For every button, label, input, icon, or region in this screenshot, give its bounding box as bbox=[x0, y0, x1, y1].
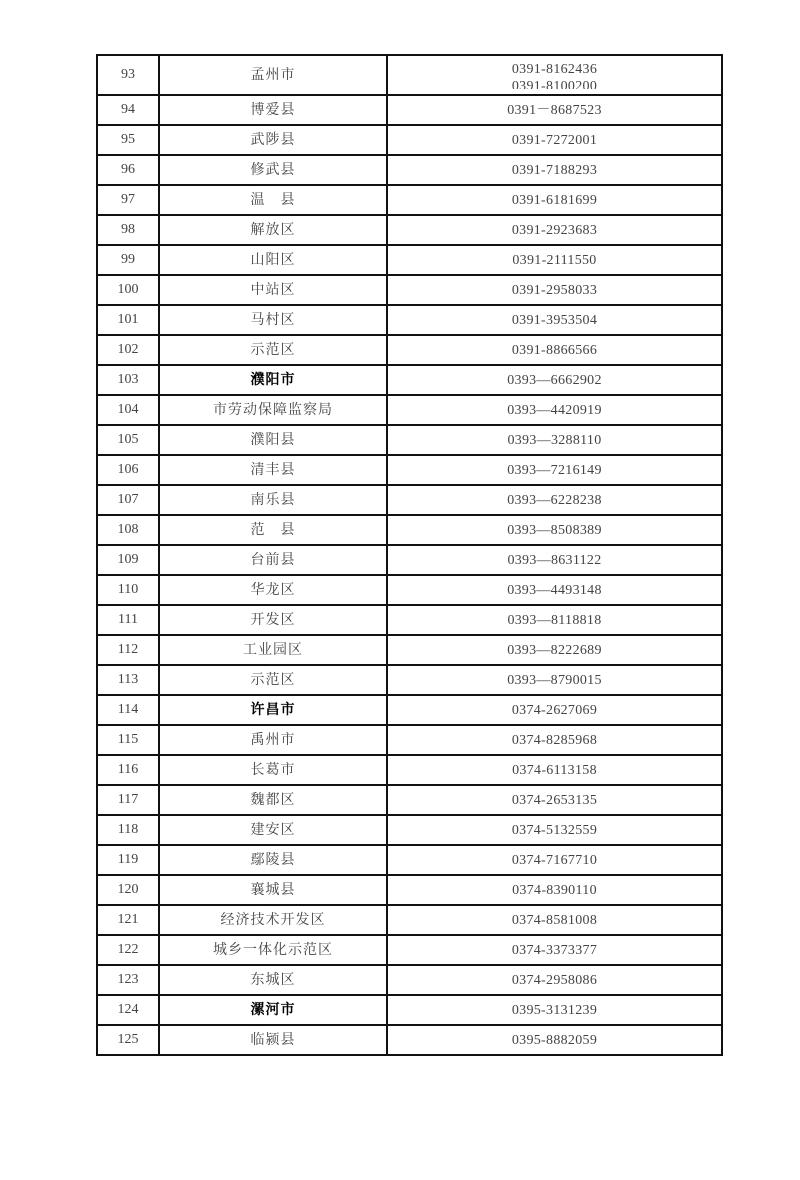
phone-number: 0393—6662902 bbox=[507, 372, 602, 388]
table-row bbox=[97, 965, 722, 995]
phone-cell bbox=[387, 455, 722, 485]
table-row bbox=[97, 695, 722, 725]
table-row bbox=[97, 455, 722, 485]
phone-number: 0374-2653135 bbox=[511, 792, 598, 808]
district-name: 解放区 bbox=[159, 215, 387, 245]
phone-cell bbox=[387, 485, 722, 515]
phone-number: 0391-2923683 bbox=[511, 222, 598, 238]
phone-number: 0374-7167710 bbox=[511, 852, 598, 868]
row-index: 115 bbox=[97, 725, 159, 755]
row-index: 109 bbox=[97, 545, 159, 575]
row-index: 106 bbox=[97, 455, 159, 485]
row-index: 112 bbox=[97, 635, 159, 665]
phone-cell bbox=[387, 725, 722, 755]
district-name: 马村区 bbox=[159, 305, 387, 335]
table-row bbox=[97, 605, 722, 635]
phone-number: 0393—8790015 bbox=[507, 672, 602, 688]
phone-cell bbox=[387, 815, 722, 845]
table-row bbox=[97, 245, 722, 275]
table-row bbox=[97, 935, 722, 965]
phone-number: 0374-2958086 bbox=[511, 972, 598, 988]
table-row bbox=[97, 55, 722, 95]
phone-cell bbox=[387, 365, 722, 395]
row-index: 95 bbox=[97, 125, 159, 155]
phone-number: 0391－8687523 bbox=[507, 102, 602, 118]
phone-cell bbox=[387, 665, 722, 695]
phone-cell bbox=[387, 905, 722, 935]
phone-cell bbox=[387, 305, 722, 335]
phone-cell bbox=[387, 245, 722, 275]
row-index: 94 bbox=[97, 95, 159, 125]
row-index: 116 bbox=[97, 755, 159, 785]
table-row bbox=[97, 305, 722, 335]
phone-number: 0391-2958033 bbox=[511, 282, 598, 298]
district-name: 示范区 bbox=[159, 665, 387, 695]
phone-number: 0391-6181699 bbox=[511, 192, 598, 208]
contact-table-body bbox=[97, 55, 722, 1055]
row-index: 102 bbox=[97, 335, 159, 365]
phone-number: 0374-2627069 bbox=[511, 702, 598, 718]
phone-cell bbox=[387, 155, 722, 185]
district-name: 博爱县 bbox=[159, 95, 387, 125]
row-index: 120 bbox=[97, 875, 159, 905]
phone-number: 0393—8631122 bbox=[507, 552, 602, 568]
phone-cell bbox=[387, 635, 722, 665]
phone-cell bbox=[387, 755, 722, 785]
table-row bbox=[97, 395, 722, 425]
city-name-heading: 漯河市 bbox=[159, 995, 387, 1025]
phone-number: 0391-2111550 bbox=[512, 252, 597, 268]
district-name: 清丰县 bbox=[159, 455, 387, 485]
table-row bbox=[97, 725, 722, 755]
row-index: 118 bbox=[97, 815, 159, 845]
phone-cell bbox=[387, 965, 722, 995]
phone-cell bbox=[387, 785, 722, 815]
table-row bbox=[97, 425, 722, 455]
phone-number: 0393—4493148 bbox=[507, 582, 602, 598]
phone-cell bbox=[387, 215, 722, 245]
phone-number: 0393—8222689 bbox=[507, 642, 602, 658]
table-row bbox=[97, 755, 722, 785]
phone-cell bbox=[387, 545, 722, 575]
district-name: 临颍县 bbox=[159, 1025, 387, 1055]
row-index: 93 bbox=[97, 55, 159, 95]
row-index: 107 bbox=[97, 485, 159, 515]
phone-cell bbox=[387, 125, 722, 155]
district-name: 长葛市 bbox=[159, 755, 387, 785]
row-index: 125 bbox=[97, 1025, 159, 1055]
table-row bbox=[97, 335, 722, 365]
phone-number: 0374-8581008 bbox=[511, 912, 598, 928]
phone-number: 0393—7216149 bbox=[507, 462, 602, 478]
row-index: 98 bbox=[97, 215, 159, 245]
table-row bbox=[97, 275, 722, 305]
district-name: 台前县 bbox=[159, 545, 387, 575]
phone-cell bbox=[387, 185, 722, 215]
district-name: 禹州市 bbox=[159, 725, 387, 755]
phone-number: 0395-8882059 bbox=[511, 1032, 598, 1048]
district-name: 开发区 bbox=[159, 605, 387, 635]
district-name: 经济技术开发区 bbox=[159, 905, 387, 935]
phone-cell bbox=[387, 995, 722, 1025]
row-index: 110 bbox=[97, 575, 159, 605]
phone-number: 0374-8390110 bbox=[512, 882, 597, 898]
phone-number: 0393—3288110 bbox=[507, 432, 602, 448]
phone-number: 0393—8508389 bbox=[507, 522, 602, 538]
row-index: 108 bbox=[97, 515, 159, 545]
row-index: 99 bbox=[97, 245, 159, 275]
phone-number: 0374-3373377 bbox=[511, 942, 598, 958]
table-row bbox=[97, 515, 722, 545]
table-row bbox=[97, 1025, 722, 1055]
phone-cell bbox=[387, 515, 722, 545]
row-index: 122 bbox=[97, 935, 159, 965]
district-name: 华龙区 bbox=[159, 575, 387, 605]
phone-number: 0393—6228238 bbox=[507, 492, 602, 508]
phone-number: 0391-7188293 bbox=[511, 162, 598, 178]
table-row bbox=[97, 905, 722, 935]
table-row bbox=[97, 365, 722, 395]
district-name: 孟州市 bbox=[159, 55, 387, 95]
phone-cell bbox=[387, 575, 722, 605]
row-index: 113 bbox=[97, 665, 159, 695]
phone-cell bbox=[387, 425, 722, 455]
phone-cell bbox=[387, 875, 722, 905]
district-name: 武陟县 bbox=[159, 125, 387, 155]
table-row bbox=[97, 215, 722, 245]
phone-number: 0374-8285968 bbox=[511, 732, 598, 748]
district-name: 鄢陵县 bbox=[159, 845, 387, 875]
table-row bbox=[97, 575, 722, 605]
row-index: 101 bbox=[97, 305, 159, 335]
district-name: 温 县 bbox=[159, 185, 387, 215]
phone-number: 0374-5132559 bbox=[511, 822, 598, 838]
phone-number: 0393—4420919 bbox=[507, 402, 602, 418]
row-index: 119 bbox=[97, 845, 159, 875]
phone-number: 0391-8866566 bbox=[511, 342, 598, 358]
table-row bbox=[97, 665, 722, 695]
phone-cell bbox=[387, 935, 722, 965]
row-index: 100 bbox=[97, 275, 159, 305]
contact-table bbox=[96, 54, 723, 1056]
district-name: 建安区 bbox=[159, 815, 387, 845]
phone-cell bbox=[387, 55, 722, 95]
table-row bbox=[97, 815, 722, 845]
row-index: 97 bbox=[97, 185, 159, 215]
phone-cell bbox=[387, 845, 722, 875]
district-name: 濮阳县 bbox=[159, 425, 387, 455]
row-index: 114 bbox=[97, 695, 159, 725]
row-index: 124 bbox=[97, 995, 159, 1025]
phone-cell bbox=[387, 1025, 722, 1055]
phone-number: 0391-8100200 bbox=[511, 79, 598, 89]
phone-cell bbox=[387, 335, 722, 365]
city-name-heading: 濮阳市 bbox=[159, 365, 387, 395]
phone-number: 0391-3953504 bbox=[511, 312, 598, 328]
phone-cell bbox=[387, 605, 722, 635]
phone-cell bbox=[387, 695, 722, 725]
table-row bbox=[97, 155, 722, 185]
table-row bbox=[97, 785, 722, 815]
district-name: 魏都区 bbox=[159, 785, 387, 815]
row-index: 111 bbox=[97, 605, 159, 635]
phone-cell bbox=[387, 275, 722, 305]
city-name-heading: 许昌市 bbox=[159, 695, 387, 725]
district-name: 中站区 bbox=[159, 275, 387, 305]
phone-number: 0374-6113158 bbox=[512, 762, 597, 778]
table-row bbox=[97, 635, 722, 665]
table-row bbox=[97, 485, 722, 515]
district-name: 市劳动保障监察局 bbox=[159, 395, 387, 425]
district-name: 山阳区 bbox=[159, 245, 387, 275]
district-name: 城乡一体化示范区 bbox=[159, 935, 387, 965]
phone-number: 0393—8118818 bbox=[507, 612, 602, 628]
row-index: 103 bbox=[97, 365, 159, 395]
district-name: 南乐县 bbox=[159, 485, 387, 515]
row-index: 104 bbox=[97, 395, 159, 425]
phone-cell bbox=[387, 395, 722, 425]
table-row bbox=[97, 875, 722, 905]
row-index: 117 bbox=[97, 785, 159, 815]
district-name: 示范区 bbox=[159, 335, 387, 365]
district-name: 修武县 bbox=[159, 155, 387, 185]
phone-number: 0395-3131239 bbox=[511, 1002, 598, 1018]
table-row bbox=[97, 995, 722, 1025]
row-index: 105 bbox=[97, 425, 159, 455]
phone-cell bbox=[387, 95, 722, 125]
district-name: 范 县 bbox=[159, 515, 387, 545]
district-name: 襄城县 bbox=[159, 875, 387, 905]
table-row bbox=[97, 95, 722, 125]
table-row bbox=[97, 845, 722, 875]
table-row bbox=[97, 545, 722, 575]
district-name: 东城区 bbox=[159, 965, 387, 995]
table-row bbox=[97, 125, 722, 155]
table-row bbox=[97, 185, 722, 215]
district-name: 工业园区 bbox=[159, 635, 387, 665]
row-index: 96 bbox=[97, 155, 159, 185]
row-index: 123 bbox=[97, 965, 159, 995]
row-index: 121 bbox=[97, 905, 159, 935]
phone-number: 0391-8162436 bbox=[511, 62, 598, 77]
phone-number: 0391-7272001 bbox=[511, 132, 598, 148]
